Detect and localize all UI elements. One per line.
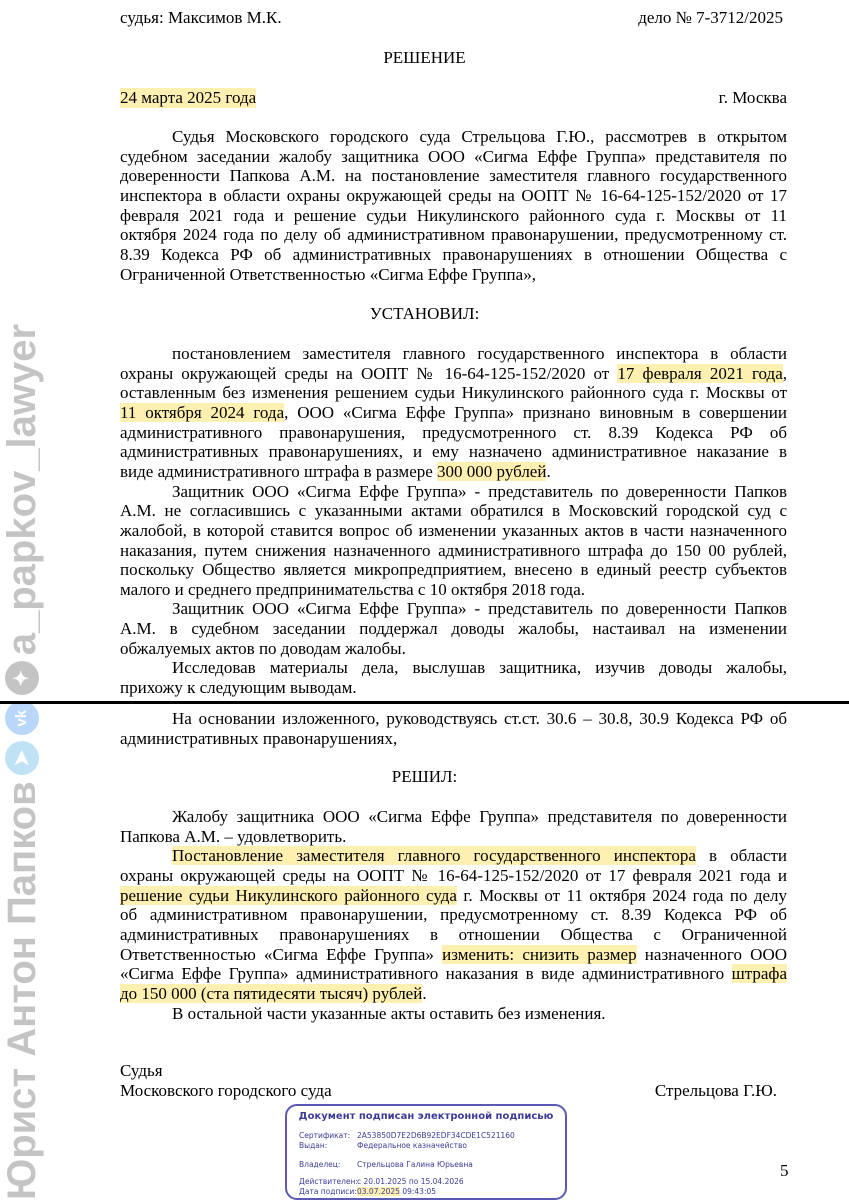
text-segment: охраны окружающей среды на ООПТ № 16-64-125-152/2020 от bbox=[120, 363, 618, 383]
highlighted-text: штрафа bbox=[731, 964, 787, 984]
text-segment: назначенного ООО bbox=[636, 944, 787, 964]
text-line bbox=[120, 729, 787, 749]
text-line bbox=[120, 678, 787, 698]
text-segment: поскольку Общество является микропредприятием, внесено в единый реестр субъектов bbox=[120, 560, 787, 580]
text-segment: Жалобу защитника ООО «Сигма Еффе Группа» представителя по доверенности bbox=[172, 807, 787, 826]
text-segment: г. Москвы от 11 октября 2024 года по делу bbox=[456, 885, 788, 905]
text-segment: Ответственностью «Сигма Еффе Группа» bbox=[120, 944, 443, 964]
highlighted-text: изменить: снизить размер bbox=[442, 944, 637, 964]
text-line bbox=[120, 984, 787, 1004]
telegram-icon: ➤ bbox=[5, 741, 39, 775]
text-segment: в области bbox=[695, 846, 787, 866]
document-title: РЕШЕНИЕ bbox=[383, 48, 466, 67]
stamp-title: Документ подписан электронной подписью bbox=[298, 1111, 554, 1122]
highlighted-text: Постановление заместителя главного государственного инспектора bbox=[172, 846, 696, 866]
text-line bbox=[120, 225, 787, 245]
text-line bbox=[120, 166, 787, 186]
text-segment: административного правонарушения, предусмотренного ст. 8.39 Кодекса РФ об bbox=[120, 422, 787, 442]
text-segment: обжалуемых актов по доводам жалобы. bbox=[120, 638, 406, 658]
highlighted-text: решение судьи Никулинского районного суда bbox=[120, 885, 457, 905]
text-line bbox=[120, 364, 787, 384]
text-line bbox=[120, 501, 787, 521]
text-segment: На основании изложенного, руководствуясь ст.ст. 30.6 – 30.8, 30.9 Кодекса РФ об bbox=[172, 709, 787, 728]
signature-court: Московского городского суда bbox=[120, 1081, 332, 1100]
highlighted-text: до 150 000 (ста пятидесяти тысяч) рублей bbox=[120, 983, 423, 1003]
text-line bbox=[120, 560, 787, 580]
text-segment: В остальной части указанные акты оставить без изменения. bbox=[172, 1003, 606, 1023]
stamp-cert-label: Сертификат: bbox=[299, 1131, 351, 1140]
text-line bbox=[120, 403, 787, 423]
stamp-issued-label: Выдан: bbox=[299, 1141, 328, 1150]
text-line bbox=[120, 639, 787, 659]
vk-icon: vk bbox=[5, 701, 39, 735]
stamp-time: 09:43:05 bbox=[402, 1187, 437, 1196]
text-segment: охраны окружающей среды на ООПТ № 16-64-125-152/2020 от 17 февраля 2021 года и bbox=[120, 865, 787, 885]
text-line bbox=[120, 866, 787, 886]
text-segment: февраля 2021 года и решение судьи Никулинского районного суда г. Москвы от 11 bbox=[120, 205, 787, 225]
stamp-valid-label: Действителен: bbox=[299, 1177, 358, 1186]
text-segment: Ограниченной Ответственностью «Сигма Еффе Группа», bbox=[120, 264, 536, 284]
text-segment: административных правонарушениях, bbox=[120, 728, 398, 748]
text-segment: оставленным без изменения решением судьи Никулинского районного суда г. Москвы от bbox=[120, 383, 787, 403]
signature-name: Стрельцова Г.Ю. bbox=[654, 1081, 777, 1100]
text-segment: Защитник ООО «Сигма Еффе Группа» - представитель по доверенности Папков bbox=[172, 599, 787, 619]
stamp-valid: с 20.01.2025 по 15.04.2026 bbox=[357, 1177, 464, 1186]
text-line bbox=[120, 206, 787, 226]
text-line bbox=[120, 462, 787, 482]
text-segment: прихожу к следующим выводам. bbox=[120, 678, 357, 698]
text-line bbox=[120, 245, 787, 265]
text-segment: А.М. не согласившись с указанными актами обратился в Московский городской суд с bbox=[120, 501, 787, 521]
watermark bbox=[0, 0, 44, 1200]
text-segment: Защитник ООО «Сигма Еффе Группа» - представитель по доверенности Папков bbox=[172, 481, 787, 501]
text-segment: Исследовав материалы дела, выслушав защитника, изучив доводы жалобы, bbox=[172, 658, 787, 678]
text-line bbox=[120, 945, 787, 965]
signature-title: Судья bbox=[120, 1061, 163, 1080]
stamp-date: 03.07.2025 bbox=[357, 1187, 400, 1196]
highlighted-text: 17 февраля 2021 года bbox=[617, 363, 783, 383]
text-line bbox=[120, 827, 787, 847]
text-line bbox=[172, 344, 787, 364]
text-line bbox=[120, 886, 787, 906]
text-segment: наказания, путем снижения назначенного административного штрафа до 150 00 рублей, bbox=[120, 540, 787, 560]
text-segment: Папкова А.М. – удовлетворить. bbox=[120, 826, 347, 846]
text-segment: административных правонарушениях, и ему назначено административное наказание в bbox=[120, 442, 787, 462]
text-line bbox=[172, 846, 787, 866]
heading-decided: РЕШИЛ: bbox=[391, 767, 458, 786]
text-segment: судебном заседании жалобу защитника ООО «Сигма Еффе Группа» представителя по bbox=[120, 146, 787, 166]
highlighted-text: 300 000 рублей bbox=[437, 461, 547, 481]
text-segment: . bbox=[422, 983, 427, 1003]
text-segment: малого и среднего предпринимательства с 10 октября 2018 года. bbox=[120, 579, 585, 599]
text-segment: 8.39 Кодекса РФ об административных правонарушениях в отношении Общества с bbox=[120, 244, 787, 264]
electronic-signature-stamp bbox=[285, 1104, 567, 1200]
text-segment: «Сигма Еффе Группа» административного наказания в виде административного bbox=[120, 964, 732, 984]
watermark-handle: a_papkov_lawyer bbox=[0, 323, 44, 656]
text-segment: об административном правонарушении, предусмотренному ст. 8.39 Кодекса РФ об bbox=[120, 905, 787, 925]
text-segment: . bbox=[546, 461, 551, 481]
text-segment: постановлением заместителя главного государственного инспектора в области bbox=[172, 344, 787, 363]
stamp-owner: Стрельцова Галина Юрьевна bbox=[357, 1160, 473, 1169]
text-line bbox=[172, 709, 787, 729]
text-line bbox=[172, 599, 787, 619]
text-line bbox=[120, 442, 787, 462]
text-line bbox=[120, 925, 787, 945]
text-line bbox=[120, 580, 787, 600]
text-line bbox=[120, 423, 787, 443]
decision-date: 24 марта 2025 года bbox=[120, 88, 257, 107]
text-segment: А.М. в судебном заседании поддержал доводы жалобы, настаивал на изменении bbox=[120, 619, 787, 639]
highlighted-text: 11 октября 2024 года bbox=[120, 402, 285, 422]
text-segment: административных правонарушениях в отношении Общества с Ограниченной bbox=[120, 924, 787, 944]
text-line bbox=[172, 127, 787, 147]
text-line bbox=[172, 1004, 787, 1024]
watermark-name: Юрист Антон Папков bbox=[0, 781, 44, 1200]
text-segment: жалобой, в которой ставится вопрос об изменении указанных актов в части назначенного bbox=[120, 520, 787, 540]
dzen-icon: ✦ bbox=[5, 661, 39, 695]
city: г. Москва bbox=[718, 88, 787, 107]
text-line bbox=[172, 658, 787, 678]
text-line bbox=[120, 265, 787, 285]
text-line bbox=[120, 186, 787, 206]
text-line bbox=[120, 147, 787, 167]
text-segment: инспектора в области охраны окружающей среды на ООПТ № 16-64-125-152/2020 от 17 bbox=[120, 185, 787, 205]
text-segment: , bbox=[782, 363, 787, 383]
heading-established: УСТАНОВИЛ: bbox=[369, 304, 480, 323]
stamp-cert: 2A53850D7E2D6B92EDF34CDE1C521160 bbox=[357, 1131, 515, 1140]
text-line bbox=[120, 541, 787, 561]
case-number: дело № 7-3712/2025 bbox=[638, 8, 783, 27]
text-segment: , ООО «Сигма Еффе Группа» признано виновным в совершении bbox=[284, 402, 787, 422]
page-number: 5 bbox=[780, 1161, 789, 1180]
stamp-owner-label: Владелец: bbox=[299, 1160, 341, 1169]
stamp-issued: Федеральное казначейство bbox=[357, 1141, 467, 1150]
judge-header: судья: Максимов М.К. bbox=[120, 8, 282, 27]
text-line bbox=[120, 905, 787, 925]
text-segment: Судья Московского городского суда Стрельцова Г.Ю., рассмотрев в открытом bbox=[172, 127, 787, 146]
text-line bbox=[172, 807, 787, 827]
stamp-date-label: Дата подписи: bbox=[299, 1187, 357, 1196]
text-segment: доверенности Папкова А.М. на постановление заместителя главного государственного bbox=[120, 166, 787, 186]
text-line bbox=[120, 521, 787, 541]
text-line bbox=[120, 964, 787, 984]
text-line bbox=[172, 482, 787, 502]
text-segment: виде административного штрафа в размере bbox=[120, 461, 438, 481]
text-line bbox=[120, 619, 787, 639]
page-cut-divider bbox=[0, 701, 849, 704]
text-line bbox=[120, 383, 787, 403]
text-segment: октября 2024 года по делу об административном правонарушении, предусмотренному ст. bbox=[120, 225, 787, 245]
